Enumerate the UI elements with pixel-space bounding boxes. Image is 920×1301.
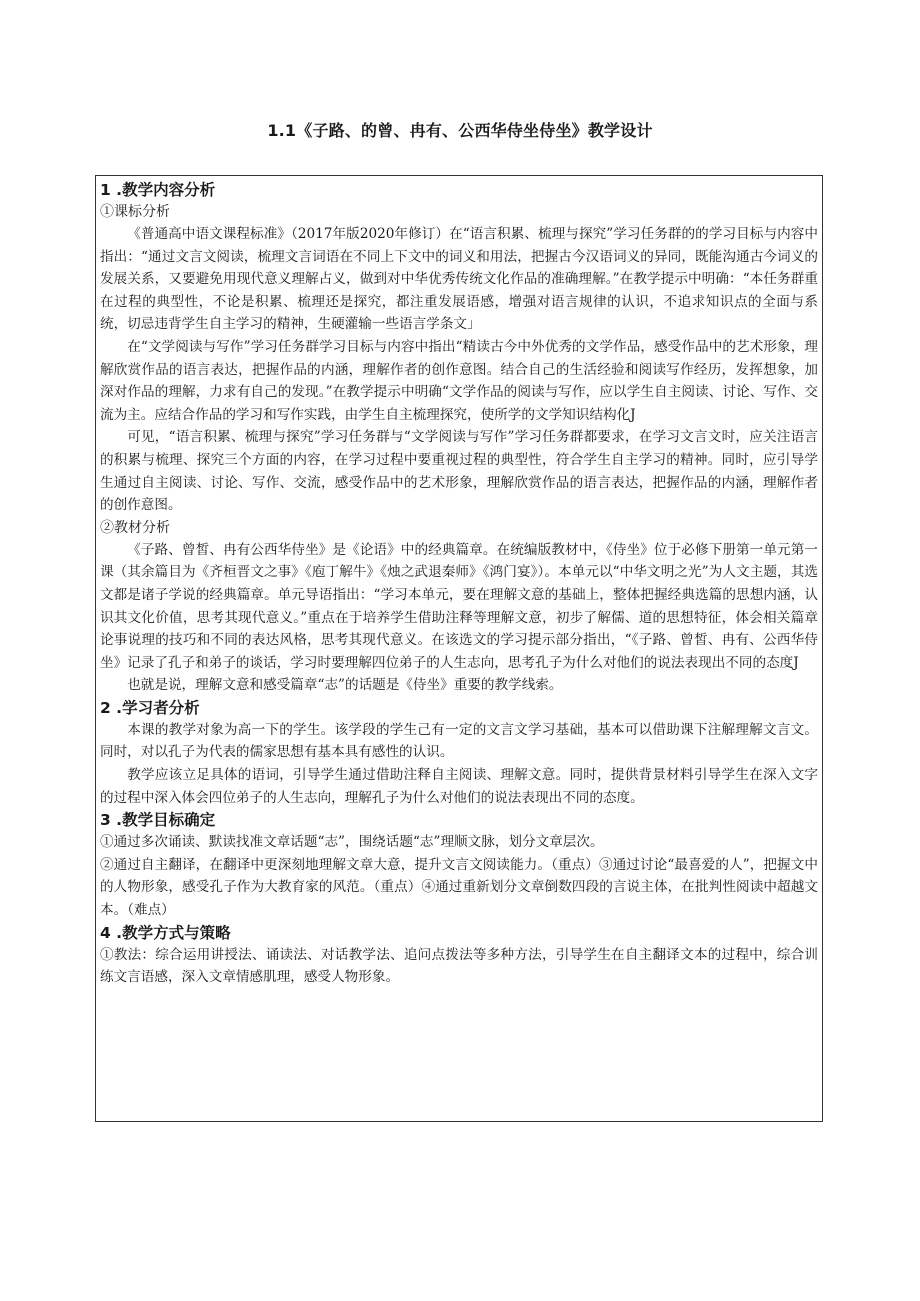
subsection-label-textbook: ②教材分析 — [100, 519, 170, 536]
paragraph: 教学应该立足具体的语词，引导学生通过借助注释自主阅读、理解文意。同时，提供背景材料引导学生在深入文字的过程中深入体会四位弟子的人生志向，理解孔子为什么对他们的说法表现出不同的态度。 — [100, 767, 818, 806]
paragraph: 在“文学阅读与写作”学习任务群学习目标与内容中指出“精读古今中外优秀的文学作品，感受作品中的艺术形象，理解欣赏作品的语言表达，把握作品的内涵，理解作者的创作意图。结合自己的生活经验和阅读写作经历，发挥想象，加深对作品的理解，力求有自己的发现。”在教学提示中明确“文学作品的阅读与写作，应以学生自主阅读、讨论、写作、交流为主。应结合作品的学习和写作实践，由学生自主梳理探究，使所学的文学知识结构化J — [100, 338, 818, 423]
section-heading-methods: 4 .教学方式与策略 — [100, 923, 231, 942]
subsection-label-curriculum: ①课标分析 — [100, 204, 170, 220]
section-heading-learner-analysis: 2 .学习者分析 — [100, 698, 200, 717]
paragraph: 《普通高中语文课程标准》（2017年版2020年修订）在“语言积累、梳理与探究”学习任务群的的学习目标与内容中指出：“通过文言文阅读，梳理文言词语在不同上下文中的词义和用法，把握古今汉语词义的异同，既能沟通古今词义的发展关系，又要避免用现代意义理解占义，做到对中华优秀传统文化作品的准确理解。”在教学提示中明确：“本任务群重在过程的典型性，不论是积累、梳理还是探究，都注重发展语感，增强对语言规律的认识，不追求知识点的全面与系统，切忌违背学生自主学习的精神，生硬灌输一些语言学条文」 — [100, 226, 818, 333]
paragraph: ①教法：综合运用讲授法、诵读法、对话教学法、追问点拨法等多种方法，引导学生在自主翻译文本的过程中，综合训练文言语感，深入文章情感肌理，感受人物形象。 — [100, 946, 818, 986]
paragraph: 本课的教学对象为高一下的学生。该学段的学生己有一定的文言文学习基础，基本可以借助课下注解理解文言文。同时，对以孔子为代表的儒家思想有基本具有感性的认识。 — [100, 721, 818, 761]
paragraph: 《子路、曾皙、冉有公西华侍坐》是《论语》中的经典篇章。在统编版教材中，《侍坐》位于必修下册第一单元第一课（其余篇目为《齐桓晋文之事》《庖丁解牛》《烛之武退秦师》《鸿门宴》）。本单元以“中华文明之光”为人文主题，其选文都是诸子学说的经典篇章。单元导语指出：“学习本单元，要在理解文意的基础上，整体把握经典选篇的思想内涵，认识其文化价值，思考其现代意义。”重点在于培养学生借助注释等理解文意，初步了解儒、道的思想特征，体会相关篇章论事说理的技巧和不同的表达风格，思考其现代意义。在该选文的学习提示部分指出，“《子路、曾皙、冉有、公西华侍坐》记录了孔子和弟子的谈话，学习时要理解四位弟子的人生志向，思考孔子为什么对他们的说法表现出不同的态度J — [100, 541, 818, 671]
section-heading-objectives: 3 .教学目标确定 — [100, 811, 216, 830]
paragraph: 可见，“语言积累、梳理与探究”学习任务群与“文学阅读与写作”学习任务群都要求，在学习文言文时，应关注语言的积累与梳理、探究三个方面的内容，在学习过程中要重视过程的典型性，符合学生自主学习的精神。同时，应引导学生通过自主阅读、讨论、写作、交流，感受作品中的艺术形象，理解欣赏作品的语言表达，把握作品的内涵，理解作者的创作意图。 — [100, 429, 818, 514]
paragraph: ②通过自主翻译，在翻译中更深刻地理解文章大意，提升文言文阅读能力。（重点）③通过讨论“最喜爱的人”，把握文中的人物形象，感受孔子作为大教育家的风范。（重点）④通过重新划分文章倒数四段的言说主体，在批判性阅读中超越文本。（难点） — [100, 856, 818, 919]
document-title: 1.1《子路、的曾、冉有、公西华侍坐侍坐》教学设计 — [267, 121, 653, 140]
section-heading-content-analysis: 1 .教学内容分析 — [100, 181, 216, 199]
paragraph: ①通过多次诵读、默读找准文章话题“志”，围绕话题“志”理顺文脉，划分文章层次。 — [100, 834, 604, 851]
paragraph: 也就是说，理解文意和感受篇章“志”的话题是《侍坐》重要的教学线索。 — [127, 677, 563, 694]
content-table — [95, 175, 823, 1122]
